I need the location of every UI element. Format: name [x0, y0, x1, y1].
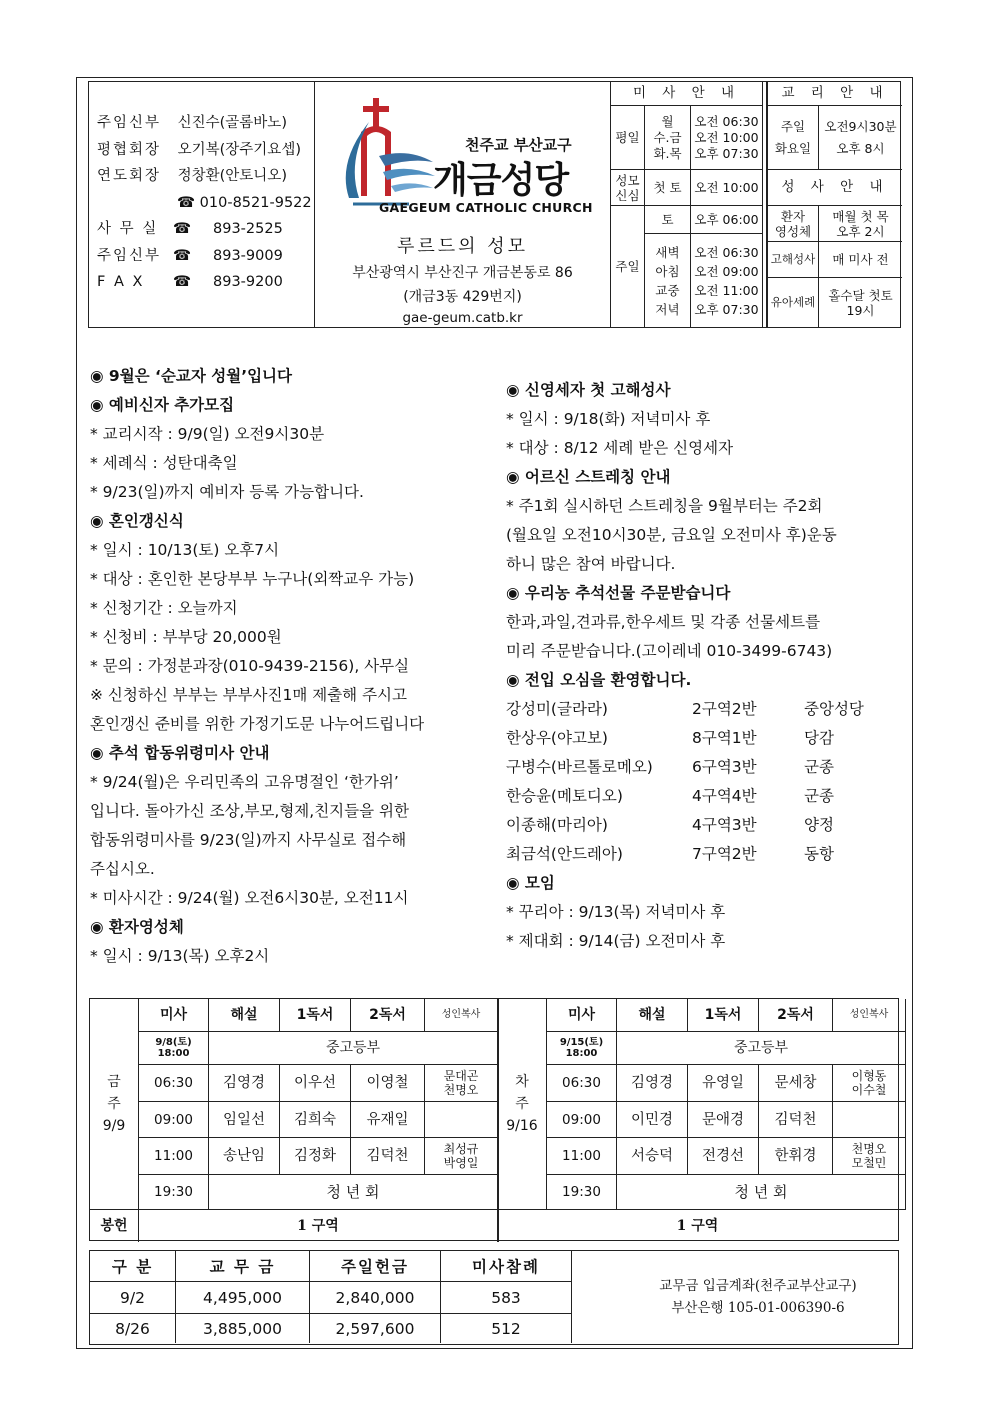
- staff-row: 평협회장 오기복(장주기요셉): [97, 141, 301, 158]
- week-divider: [497, 999, 499, 1242]
- mass-roster-table: [89, 998, 899, 1241]
- offering-label: 봉헌: [90, 1210, 139, 1242]
- roster-header: 미사: [547, 999, 617, 1032]
- saturday-time: 오후 06:00: [691, 206, 763, 234]
- phone-row: 사 무 실 ☎ 893-2525: [97, 216, 314, 243]
- roster-header: 미사: [139, 999, 209, 1032]
- newcomer-parish: 중앙성당: [804, 700, 864, 718]
- sick-communion-time: 매월 첫 목 오후 2시: [819, 206, 902, 242]
- roster-name: 이민경: [617, 1102, 688, 1138]
- roster-name: 김정화: [280, 1138, 351, 1175]
- weekday-times: 오전 06:30 오전 10:00 오후 07:30: [691, 106, 763, 170]
- notice-line: * 꾸리아 : 9/13(목) 저녁미사 후: [506, 903, 726, 921]
- newcomer-parish: 동항: [804, 845, 834, 863]
- staff-row: 연도회장 정창환(안토니오): [97, 168, 287, 184]
- mass-time: 9/8(토) 18:00: [139, 1032, 209, 1065]
- mass-time: 19:30: [139, 1175, 209, 1210]
- altar-server: 이형동 이수철: [833, 1065, 906, 1102]
- notice-heading: ◉ 어르신 스트레칭 안내: [506, 468, 671, 486]
- notice-line: 혼인갱신 준비를 위한 가정기도문 나누어드립니다: [90, 715, 425, 733]
- assigned-group: 청 년 회: [617, 1175, 906, 1210]
- weekday-days: 월 수.금 화.목: [645, 106, 691, 170]
- roster-name: 김덕천: [759, 1102, 833, 1138]
- altar-server: 문대곤 천명오: [425, 1065, 498, 1102]
- notice-heading: ◉ 예비신자 추가모집: [90, 396, 235, 414]
- address-line: 부산광역시 부산진구 개금본동로 86: [352, 265, 573, 281]
- phone-icon: ☎: [173, 274, 192, 290]
- finance-cell: 2,597,600: [310, 1314, 441, 1343]
- phone-icon: ☎: [177, 194, 196, 211]
- altar-server: 최성규 박영일: [425, 1138, 498, 1175]
- roster-name: 한휘경: [759, 1138, 833, 1175]
- roster-name: 전경선: [688, 1138, 759, 1175]
- newcomer-name: 구병수(바르톨로메오): [506, 758, 653, 776]
- finance-header: 미사참례: [441, 1251, 572, 1282]
- newcomer-zone: 8구역1반: [692, 729, 757, 747]
- notice-column-left: [90, 362, 495, 971]
- roster-name: 송난임: [209, 1138, 280, 1175]
- schedule-table: [611, 82, 902, 327]
- altar-server: [425, 1102, 498, 1138]
- mass-time: 06:30: [547, 1065, 617, 1102]
- finance-cell: 9/2: [90, 1282, 176, 1314]
- mass-guide-title: 미 사 안 내: [611, 82, 763, 106]
- devotion-day: 첫 토: [645, 170, 691, 206]
- notice-line: * 신청기간 : 오늘까지: [90, 599, 238, 617]
- roster-header: 성인복사: [425, 999, 498, 1032]
- notice-line: 주십시오.: [90, 860, 155, 878]
- notice-line: 입니다. 돌아가신 조상,부모,형제,친지들을 위한: [90, 802, 409, 820]
- diocese-name: 천주교 부산교구: [465, 136, 572, 154]
- finance-cell: 2,840,000: [310, 1282, 441, 1314]
- roster-name: 김덕천: [351, 1138, 425, 1175]
- finance-cell: 4,495,000: [176, 1282, 310, 1314]
- newcomer-parish: 양정: [804, 816, 834, 834]
- altar-server: [833, 1102, 906, 1138]
- newcomer-zone: 4구역4반: [692, 787, 757, 805]
- roster-header: 성인복사: [833, 999, 906, 1032]
- finance-header: 주일헌금: [310, 1251, 441, 1282]
- notice-heading: ◉ 모임: [506, 874, 555, 892]
- finance-cell: 583: [441, 1282, 572, 1314]
- confession-label: 고해성사: [767, 242, 819, 278]
- sick-communion-label: 환자 영성체: [767, 206, 819, 242]
- roster-name: 김영경: [209, 1065, 280, 1102]
- newcomer-row: [506, 840, 906, 869]
- phone-row: 주임신부 ☎ 893-9009: [97, 243, 314, 270]
- sunday-mass-times: 오전 06:30 오전 09:00 오전 11:00 오후 07:30: [691, 234, 763, 327]
- notice-line: 한과,과일,견과류,한우세트 및 각종 선물세트를: [506, 613, 821, 631]
- notice-line: * 일시 : 9/13(목) 오후2시: [90, 947, 270, 965]
- assigned-group: 청 년 회: [209, 1175, 498, 1210]
- roster-header: 1독서: [280, 999, 351, 1032]
- newcomer-name: 강성미(글라라): [506, 700, 608, 718]
- week-label: 차 주 9/16: [498, 999, 547, 1210]
- finance-header: 교 무 금: [176, 1251, 310, 1282]
- roster-name: 유영일: [688, 1065, 759, 1102]
- confession-time: 매 미사 전: [819, 242, 902, 278]
- mass-time: 9/15(토) 18:00: [547, 1032, 617, 1065]
- devotion-time: 오전 10:00: [691, 170, 763, 206]
- finance-table: [89, 1250, 899, 1345]
- devotion-label: 성모 신심: [611, 170, 645, 206]
- roster-name: 임일선: [209, 1102, 280, 1138]
- finance-header: 구 분: [90, 1251, 176, 1282]
- roster-name: 유재일: [351, 1102, 425, 1138]
- notice-line: * 대상 : 혼인한 본당부부 누구나(외짝교우 가능): [90, 570, 415, 588]
- account-title: 교무금 입금계좌(천주교부산교구): [659, 1278, 857, 1294]
- notice-line: 하니 많은 참여 바랍니다.: [506, 555, 676, 573]
- notice-line: 미리 주문받습니다.(고이레네 010-3499-6743): [506, 642, 833, 660]
- newcomer-parish: 당감: [804, 729, 834, 747]
- bulletin-header: [88, 81, 901, 328]
- notice-column-right: [506, 376, 906, 956]
- catechism-times: 오전9시30분 오후 8시: [819, 106, 902, 170]
- notice-line: * 제대회 : 9/14(금) 오전미사 후: [506, 932, 726, 950]
- roster-name: 이우선: [280, 1065, 351, 1102]
- notice-heading: ◉ 전입 오심을 환영합니다.: [506, 671, 692, 689]
- website-link[interactable]: gae-geum.catb.kr: [402, 310, 523, 326]
- mass-time: 11:00: [547, 1138, 617, 1175]
- roster-header: 2독서: [351, 999, 425, 1032]
- week-label: 금 주 9/9: [90, 999, 139, 1210]
- notice-line: * 문의 : 가정분과장(010-9439-2156), 사무실: [90, 657, 410, 675]
- church-name-english: GAEGEUM CATHOLIC CHURCH: [379, 200, 593, 215]
- roster-header: 해설: [617, 999, 688, 1032]
- contact-panel: [89, 82, 315, 327]
- roster-header: 해설: [209, 999, 280, 1032]
- staff-row: 주임신부 신진수(골롬바노): [97, 115, 287, 131]
- notice-line: * 9/23(일)까지 예비자 등록 가능합니다.: [90, 483, 364, 501]
- catechism-days: 주일 화요일: [767, 106, 819, 170]
- notice-line: * 미사시간 : 9/24(월) 오전6시30분, 오전11시: [90, 889, 409, 907]
- sunday-mass-names: 새벽 아침 교중 저녁: [645, 234, 691, 327]
- newcomer-row: [506, 782, 906, 811]
- patron-title: 루르드의 성모: [396, 236, 529, 257]
- roster-name: 김희숙: [280, 1102, 351, 1138]
- sacrament-guide-title: 성 사 안 내: [767, 170, 902, 206]
- roster-header: 1독서: [688, 999, 759, 1032]
- notice-heading: ◉ 추석 합동위령미사 안내: [90, 744, 270, 762]
- finance-cell: 3,885,000: [176, 1314, 310, 1343]
- notice-line: ※ 신청하신 부부는 부부사진1매 제출해 주시고: [90, 686, 407, 704]
- notice-heading: ◉ 우리농 추석선물 주문받습니다: [506, 584, 731, 602]
- mass-time: 19:30: [547, 1175, 617, 1210]
- finance-cell: 512: [441, 1314, 572, 1343]
- notice-line: * 신청비 : 부부당 20,000원: [90, 628, 282, 646]
- infant-baptism-time: 홀수달 첫토 19시: [828, 287, 893, 318]
- notice-line: * 교리시작 : 9/9(일) 오전9시30분: [90, 425, 325, 443]
- phone-icon: ☎: [173, 247, 192, 264]
- newcomer-row: [506, 695, 906, 724]
- sunday-label: 주일: [611, 206, 645, 327]
- phone-icon: ☎: [173, 221, 192, 237]
- roster-name: 서승덕: [617, 1138, 688, 1175]
- roster-name: 문세창: [759, 1065, 833, 1102]
- roster-name: 이영철: [351, 1065, 425, 1102]
- assigned-group: 중고등부: [617, 1032, 906, 1065]
- roster-header: 2독서: [759, 999, 833, 1032]
- infant-baptism-label: 유아세례: [767, 278, 819, 327]
- church-name: 개금성당: [433, 160, 569, 201]
- notice-line: * 9/24(월)은 우리민족의 고유명절인 ‘한가위’: [90, 773, 399, 791]
- newcomer-name: 한승윤(메토디오): [506, 787, 623, 805]
- notice-heading: ◉ 신영세자 첫 고해성사: [506, 381, 671, 399]
- newcomer-parish: 군종: [804, 787, 834, 805]
- mass-time: 09:00: [547, 1102, 617, 1138]
- offering-zone: 1 구역: [139, 1210, 498, 1242]
- notice-heading: ◉ 혼인갱신식: [90, 512, 184, 530]
- notice-line: * 세례식 : 성탄대축일: [90, 454, 238, 472]
- newcomer-zone: 2구역2반: [692, 700, 757, 718]
- assigned-group: 중고등부: [209, 1032, 498, 1065]
- roster-name: 문애경: [688, 1102, 759, 1138]
- offering-zone: 1 구역: [676, 1218, 719, 1234]
- notice-line: * 주1회 실시하던 스트레칭을 9월부터는 주2회: [506, 497, 823, 515]
- newcomer-parish: 군종: [804, 758, 834, 776]
- notice-line: (월요일 오전10시30분, 금요일 오전미사 후)운동: [506, 526, 837, 544]
- roster-name: 김영경: [617, 1065, 688, 1102]
- notice-line: 합동위령미사를 9/23(일)까지 사무실로 접수해: [90, 831, 407, 849]
- notice-line: * 일시 : 10/13(토) 오후7시: [90, 541, 280, 559]
- newcomer-row: [506, 811, 906, 840]
- newcomer-zone: 7구역2반: [692, 845, 757, 863]
- finance-cell: 8/26: [90, 1314, 176, 1343]
- account-number: 부산은행 105-01-006390-6: [671, 1300, 845, 1316]
- mass-time: 06:30: [139, 1065, 209, 1102]
- newcomer-row: [506, 753, 906, 782]
- newcomer-zone: 6구역3반: [692, 758, 757, 776]
- saturday-day: 토: [645, 206, 691, 234]
- notice-heading: ◉ 9월은 ‘순교자 성월’입니다: [90, 367, 293, 385]
- newcomer-row: [506, 724, 906, 753]
- mobile-row: ☎ 010-8521-9522: [177, 194, 312, 211]
- weekday-label: 평일: [611, 106, 645, 170]
- newcomer-name: 이종해(마리아): [506, 816, 608, 834]
- newcomer-name: 최금석(안드레아): [506, 845, 623, 863]
- notice-heading: ◉ 환자영성체: [90, 918, 184, 936]
- notice-line: * 일시 : 9/18(화) 저녁미사 후: [506, 410, 711, 428]
- catechism-guide-title: 교 리 안 내: [767, 82, 902, 106]
- fax-row: F A X ☎ 893-9200: [97, 269, 314, 296]
- altar-server: 천명오 모철민: [833, 1138, 906, 1175]
- address-line: (개금3동 429번지): [403, 289, 522, 305]
- account-info: [618, 1251, 898, 1343]
- newcomer-name: 한상우(야고보): [506, 729, 608, 747]
- notice-line: * 대상 : 8/12 세례 받은 신영세자: [506, 439, 734, 457]
- mass-time: 11:00: [139, 1138, 209, 1175]
- church-identity: [315, 82, 611, 327]
- mass-time: 09:00: [139, 1102, 209, 1138]
- newcomer-zone: 4구역3반: [692, 816, 757, 834]
